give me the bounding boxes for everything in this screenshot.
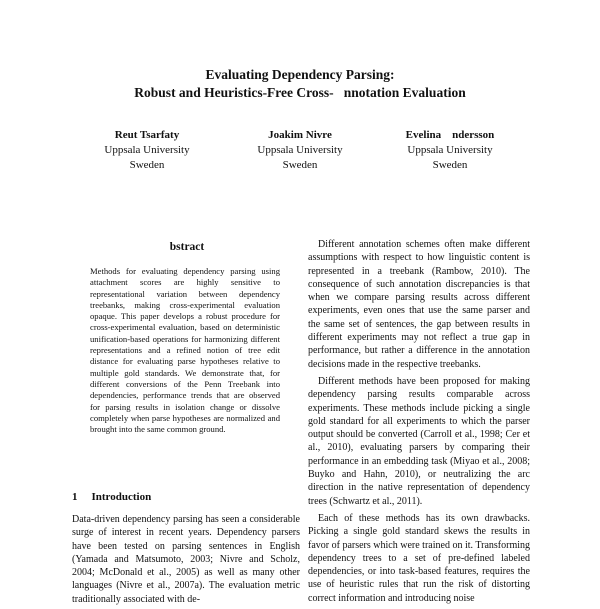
- author-name: Joakim Nivre: [268, 129, 332, 141]
- section-heading-introduction: [72, 491, 302, 503]
- section-number: 1: [72, 491, 78, 503]
- author-affiliation: Uppsala University: [257, 144, 343, 156]
- author-affiliation: Uppsala University: [104, 144, 190, 156]
- introduction-text: Data-driven dependency parsing has seen a considerable surge of interest in recent years. Dependency parsers have been tested on parsing sentences in English (Yamada and Matsumoto, 2003; Nivre and Scholz, 2004; McDonald et al., 2005) as well as many other languages (Nivre et al., 2007a). The evaluation metric traditionally associated with de-: [72, 514, 300, 605]
- author-country: Sweden: [129, 159, 165, 171]
- right-column: [308, 238, 530, 609]
- author-2: [225, 128, 375, 173]
- paragraph: Different annotation schemes often make different assumptions with respect to how linguistic content is represented in a treebank (Rambow, 2010). The consequence of such annotation discrepancies is that when we compare parsing results across different experiments, even ones that use the same parser and the same set of sentences, the gap between results in different experiments may not reflect a true gap in performance, but rather a difference in the annotation decisions made in the respective treebanks.: [308, 239, 530, 370]
- author-block: [0, 128, 600, 176]
- paper-title: [0, 66, 600, 102]
- author-affiliation: Uppsala University: [407, 144, 493, 156]
- author-1: [72, 128, 222, 173]
- abstract-text: Methods for evaluating dependency parsing using attachment scores are highly sensitive to representational variation between dependency treebanks, making cross-experimental evaluation opaque. This paper develops a robust procedure for cross-experimental evaluation, based on deterministic unification-based operations for harmonizing different representations and a refined notion of tree edit distance for evaluating parse hypotheses relative to multiple gold standards. We demonstrate that, for different conversions of the Penn Treebank into dependencies, performance trends that are observed for parsing results in isolation change or dissolve completely when parse hypotheses are normalized and brought into the same common ground.: [90, 266, 280, 435]
- abstract-heading: bstract: [169, 241, 205, 253]
- title-line-1: Evaluating Dependency Parsing:: [205, 67, 395, 82]
- title-line-2: Robust and Heuristics-Free Cross- nnotation Evaluation: [134, 85, 466, 100]
- author-country: Sweden: [432, 159, 468, 171]
- author-country: Sweden: [282, 159, 318, 171]
- author-3: [375, 128, 525, 173]
- paragraph: Each of these methods has its own drawbacks. Picking a single gold standard skews the results in favor of parsers which were trained on it. Transforming dependency trees to a set of pre-defined labeled dependencies, or into task-based features, requires the use of heuristic rules that run the risk of distorting correct information and introducing noise: [308, 512, 530, 604]
- paragraph: Different methods have been proposed for making dependency parsing results comparable across experiments. These methods include picking a single gold standard for all experiments to which the parser output should be converted (Carroll et al., 1998; Cer et al., 2010), evaluating parsers by comparing their performance in an embedding task (Miyao et al., 2008; Buyko and Hahn, 2010), or neutralizing the arc direction in the native representation of dependency trees (Schwartz et al., 2011).: [308, 375, 530, 507]
- author-name: Evelina ndersson: [405, 129, 495, 141]
- section-title: Introduction: [91, 491, 152, 503]
- author-name: Reut Tsarfaty: [114, 129, 180, 141]
